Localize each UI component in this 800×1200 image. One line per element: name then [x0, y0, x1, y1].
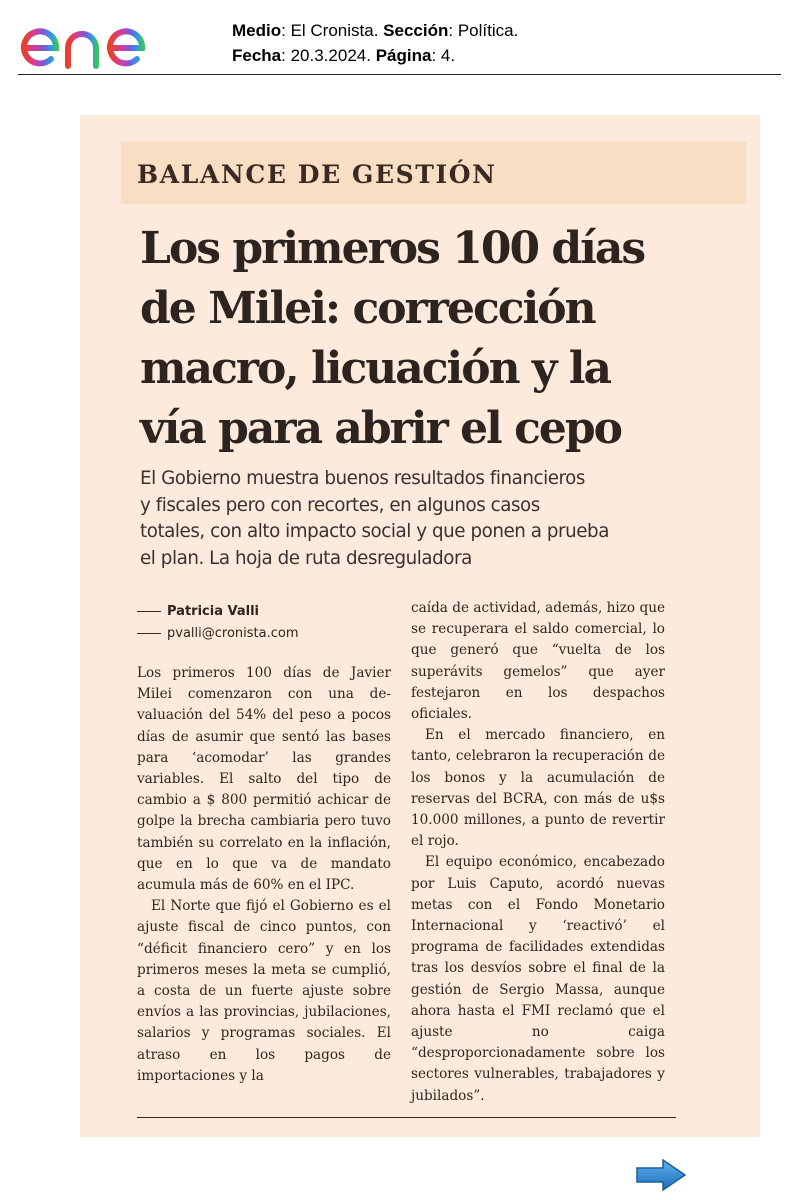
- author-name: Patricia Valli: [167, 604, 259, 619]
- arrow-right-icon[interactable]: [635, 1158, 687, 1192]
- author-email: pvalli@cronista.com: [167, 626, 299, 641]
- medio-value: El Cronista.: [290, 21, 379, 40]
- article-end-rule: [137, 1117, 676, 1118]
- subhead-line: El Gobierno muestra buenos resultados financieros: [140, 468, 585, 489]
- pagina-value: 4.: [440, 46, 456, 65]
- headline-line: de Milei: corrección: [140, 283, 595, 334]
- header-divider: [18, 74, 781, 75]
- subhead-line: y fiscales pero con recortes, en algunos casos: [140, 494, 540, 516]
- byline-author: [137, 604, 387, 619]
- clipping-metadata: [232, 18, 518, 68]
- body-paragraph: El equipo económico, encabezado por Luis Caputo, acordó nuevas metas con el Fondo Monetario Internacional y ‘reactivó’ el programa de facilidades extendidas tras los desvíos sobre el final de la gestión de Sergio Massa, aunque ahora hasta el FMI reclamó que el ajuste no caiga “desproporcionadamente sobre los sectores vulnerables, trabajadores y jubilados”.: [411, 854, 665, 1104]
- body-paragraph: En el mercado financiero, en tanto, celebraron la recuperación de los bonos y la acumulación de reservas del BCRA, con más de u$s 10.000 millones, a punto de revertir el rojo.: [411, 727, 665, 850]
- headline-line: vía para abrir el cepo: [140, 403, 621, 454]
- meta-line-1: Medio: El Cronista. Sección: Política.: [232, 21, 519, 40]
- fecha-label: Fecha: [232, 46, 282, 65]
- body-paragraph: El Norte que fijó el Gobierno es el ajuste fiscal de cinco puntos, con “déficit financiero cero” y en los primeros meses la meta se cumplió, a costa de un fuerte ajuste sobre envíos a las provincias, jubilaciones, salarios y programas sociales. El atraso en los pagos de importaciones y la: [137, 898, 391, 1084]
- seccion-label: Sección: [383, 21, 449, 40]
- fecha-value: 20.3.2024.: [290, 46, 371, 65]
- body-column-2: [411, 598, 665, 1107]
- enel-logo: [18, 6, 198, 72]
- seccion-value: Política.: [457, 21, 519, 40]
- body-column-1: [137, 663, 391, 1087]
- byline-dash: [137, 633, 161, 634]
- medio-label: Medio: [232, 21, 282, 40]
- subheadline: [140, 466, 750, 572]
- byline-email: [137, 626, 387, 641]
- headline-line: macro, licuación y la: [140, 343, 611, 394]
- body-paragraph: caída de actividad, además, hizo que se recuperara el saldo comercial, lo que generó que “vuelta de los superávits gemelos” que ayer festejaron en los despachos oficiales.: [411, 600, 665, 723]
- subhead-line: totales, con alto impacto social y que ponen a prueba: [140, 521, 609, 542]
- section-label: BALANCE DE GESTIÓN: [137, 160, 497, 189]
- headline-line: Los primeros 100 días: [140, 223, 645, 274]
- byline-dash: [137, 611, 161, 612]
- pagina-label: Página: [375, 46, 432, 65]
- headline: [140, 219, 750, 459]
- body-paragraph: Los primeros 100 días de Javier Milei comenzaron con una devaluación del 54% del peso a pocos días de asumir que sentó las bases para ‘acomodar’ las grandes variables. El salto del tipo de cambio a $ 800 permitió achicar de golpe la brecha cambiaria pero tuvo también su correlato en la inflación, que en lo que va de mandato acumula más de 60% en el IPC.: [137, 665, 391, 894]
- subhead-line: el plan. La hoja de ruta desreguladora: [140, 547, 472, 569]
- meta-line-2: Fecha: 20.3.2024. Página: 4.: [232, 46, 456, 65]
